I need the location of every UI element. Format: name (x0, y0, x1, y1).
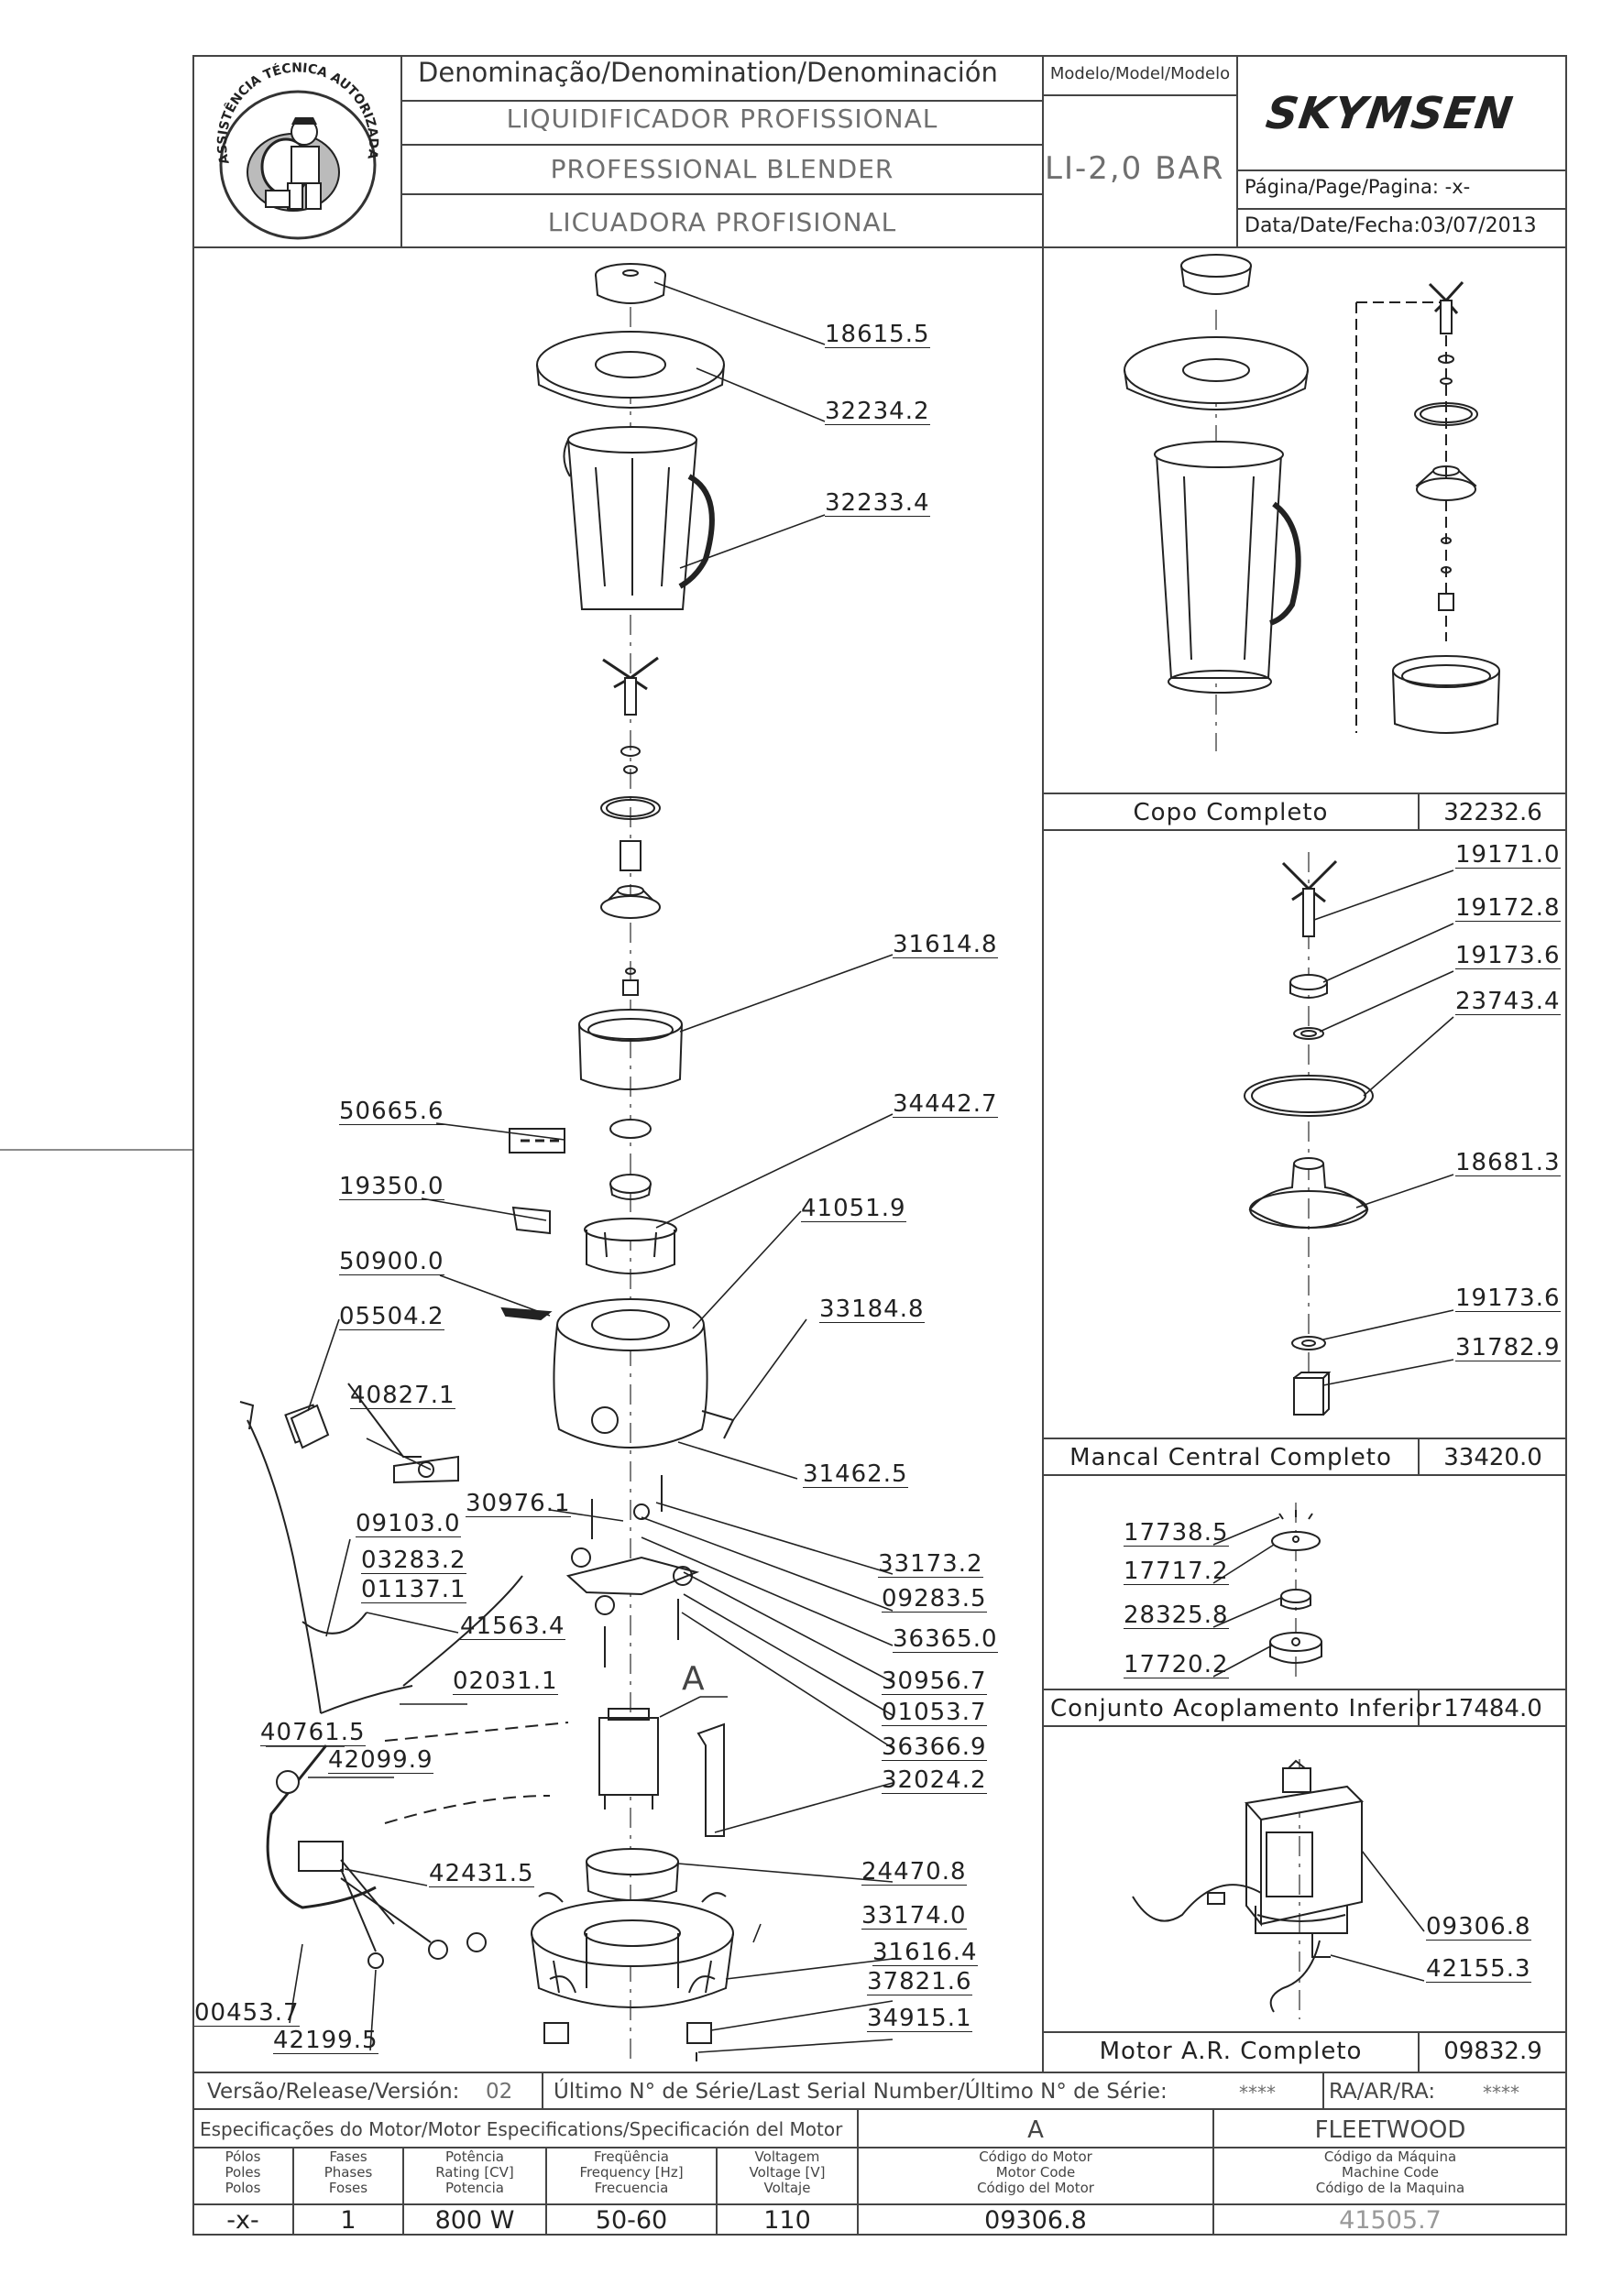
model-value: LI-2,0 BAR (1045, 150, 1225, 187)
part-number: 23743.4 (1455, 988, 1561, 1015)
col-header-line: Frequency [Hz] (579, 2164, 684, 2181)
product-name-pt: LIQUIDIFICADOR PROFISSIONAL (506, 104, 938, 134)
serial-value: **** (1239, 2082, 1276, 2104)
logo-ring-text: ASSISTÊNCIA TÉCNICA AUTORIZADA (214, 62, 381, 166)
ra-value: **** (1483, 2082, 1519, 2104)
part-number: 31782.9 (1455, 1334, 1561, 1361)
voltage-value: 110 (763, 2206, 811, 2235)
subassembly-code: 32232.6 (1443, 799, 1542, 826)
detail-label-a: A (682, 1660, 705, 1698)
part-number: 19171.0 (1455, 841, 1561, 869)
col-header-motor-code (858, 2149, 1213, 2196)
motor-code-value: 09306.8 (984, 2206, 1087, 2235)
part-number: 36366.9 (882, 1733, 987, 1761)
part-number: 19350.0 (339, 1173, 444, 1200)
part-number: 34442.7 (893, 1090, 998, 1118)
central-bearing-drawing (1245, 852, 1373, 1415)
page-value: -x- (1444, 176, 1471, 198)
part-number: 18681.3 (1455, 1149, 1561, 1176)
part-number: 31614.8 (893, 931, 998, 958)
col-header-line: Foses (328, 2180, 368, 2196)
col-header-line: Phases (324, 2164, 373, 2181)
col-header-line: Código de la Maquina (1315, 2180, 1465, 2196)
col-header-line: Código del Motor (977, 2180, 1094, 2196)
part-number: 19173.6 (1455, 1285, 1561, 1312)
subassembly-title: Copo Completo (1133, 799, 1329, 826)
col-header-line: Código da Máquina (1323, 2148, 1457, 2165)
spec-title: Especificações do Motor/Motor Especifications/Specificación del Motor (200, 2118, 843, 2140)
part-number: 05504.2 (339, 1303, 444, 1330)
col-header-line: Voltaje (763, 2180, 811, 2196)
part-number: 33174.0 (861, 1902, 967, 1930)
part-number: 01137.1 (361, 1576, 466, 1603)
part-number: 30976.1 (466, 1490, 571, 1517)
part-number: 18615.5 (825, 321, 930, 348)
phases-value: 1 (340, 2206, 356, 2235)
part-number: 33173.2 (878, 1550, 983, 1578)
part-number: 37821.6 (867, 1968, 972, 1995)
part-number: 36365.0 (893, 1625, 998, 1653)
subassembly-title: Conjunto Acoplamento Inferior (1050, 1695, 1442, 1722)
part-number: 34915.1 (867, 2005, 972, 2032)
part-number: 40827.1 (350, 1382, 455, 1409)
part-number: 41563.4 (460, 1613, 565, 1640)
col-header-poles (192, 2149, 293, 2196)
subassembly-code: 33420.0 (1443, 1444, 1542, 1471)
part-number: 19173.6 (1455, 942, 1561, 969)
page-label-text: Página/Page/Pagina: (1245, 176, 1439, 198)
part-number: 32233.4 (825, 489, 930, 517)
denomination-label: Denominação/Denomination/Denominación (418, 57, 998, 88)
part-number: 32234.2 (825, 398, 930, 425)
col-header-line: Machine Code (1342, 2164, 1439, 2181)
serial-label: Último N° de Série/Last Serial Number/Último N° de Série: (554, 2080, 1168, 2104)
cup-complete-drawing (1124, 255, 1499, 751)
col-header-line: Motor Code (995, 2164, 1076, 2181)
col-header-line: Voltagem (754, 2148, 820, 2165)
model-label: Modelo/Model/Modelo (1049, 64, 1231, 83)
product-name-en: PROFESSIONAL BLENDER (550, 154, 894, 184)
part-number: 09283.5 (882, 1585, 987, 1613)
part-number: 00453.7 (194, 1999, 300, 2027)
poles-value: -x- (226, 2206, 259, 2235)
col-header-line: Fases (329, 2148, 367, 2165)
col-header-voltage (717, 2149, 858, 2196)
subassembly-title: Motor A.R. Completo (1099, 2038, 1363, 2065)
part-number: 01053.7 (882, 1699, 987, 1726)
part-number: 24470.8 (861, 1858, 967, 1886)
part-number: 42155.3 (1426, 1955, 1531, 1983)
col-header-line: Rating [CV] (435, 2164, 514, 2181)
part-number: 31462.5 (803, 1460, 908, 1488)
version-value: 02 (486, 2080, 513, 2104)
part-number: 17720.2 (1124, 1651, 1229, 1678)
part-number: 42099.9 (328, 1746, 433, 1774)
col-header-machine-code (1213, 2149, 1567, 2196)
part-number: 09306.8 (1426, 1913, 1531, 1941)
date-value: 03/07/2013 (1420, 214, 1537, 237)
col-header-phases (293, 2149, 403, 2196)
part-number: 30956.7 (882, 1667, 987, 1695)
subassembly-code: 09832.9 (1443, 2038, 1542, 2065)
part-number: 50900.0 (339, 1248, 444, 1275)
part-number: 32024.2 (882, 1766, 987, 1794)
part-number: 33184.8 (819, 1296, 925, 1323)
part-number: 42431.5 (429, 1860, 534, 1887)
subassembly-code: 17484.0 (1443, 1695, 1542, 1722)
col-header-line: Voltage [V] (749, 2164, 826, 2181)
motor-complete-drawing (1133, 1759, 1362, 2019)
col-header-line: Freqüência (594, 2148, 669, 2165)
subassembly-title: Mancal Central Completo (1069, 1444, 1392, 1471)
machine-code-value: 41505.7 (1339, 2206, 1442, 2235)
product-name-es: LICUADORA PROFISIONAL (547, 207, 897, 237)
col-header-line: Frecuencia (594, 2180, 669, 2196)
part-number: 02031.1 (453, 1667, 558, 1695)
col-header-line: Pólos (225, 2148, 261, 2165)
part-number: 03283.2 (361, 1547, 466, 1574)
motor-brand: FLEETWOOD (1314, 2116, 1466, 2144)
col-header-line: Potência (445, 2148, 504, 2165)
col-header-frequency (546, 2149, 717, 2196)
version-label: Versão/Release/Versión: (207, 2080, 460, 2104)
frequency-value: 50-60 (595, 2206, 668, 2235)
part-number: 19172.8 (1455, 894, 1561, 922)
col-header-line: Polos (225, 2180, 261, 2196)
date-label-text: Data/Date/Fecha: (1245, 214, 1420, 237)
lower-coupling-drawing (1270, 1503, 1321, 1677)
col-header-power (403, 2149, 546, 2196)
part-number: 50665.6 (339, 1098, 444, 1125)
part-number: 31616.4 (872, 1939, 978, 1966)
part-number: 17738.5 (1124, 1519, 1229, 1547)
brand-logo: SKYMSEN (1263, 88, 1517, 139)
part-number: 17717.2 (1124, 1558, 1229, 1585)
col-header-line: Código do Motor (979, 2148, 1092, 2165)
part-number: 09103.0 (356, 1510, 461, 1537)
part-number: 41051.9 (801, 1195, 906, 1222)
part-number: 28325.8 (1124, 1602, 1229, 1629)
motor-type: A (1027, 2116, 1044, 2144)
col-header-line: Poles (225, 2164, 261, 2181)
col-header-line: Potencia (445, 2180, 504, 2196)
ra-label: RA/AR/RA: (1329, 2080, 1436, 2104)
part-number: 42199.5 (273, 2027, 378, 2054)
power-value: 800 W (434, 2206, 515, 2235)
part-number: 40761.5 (260, 1719, 366, 1746)
